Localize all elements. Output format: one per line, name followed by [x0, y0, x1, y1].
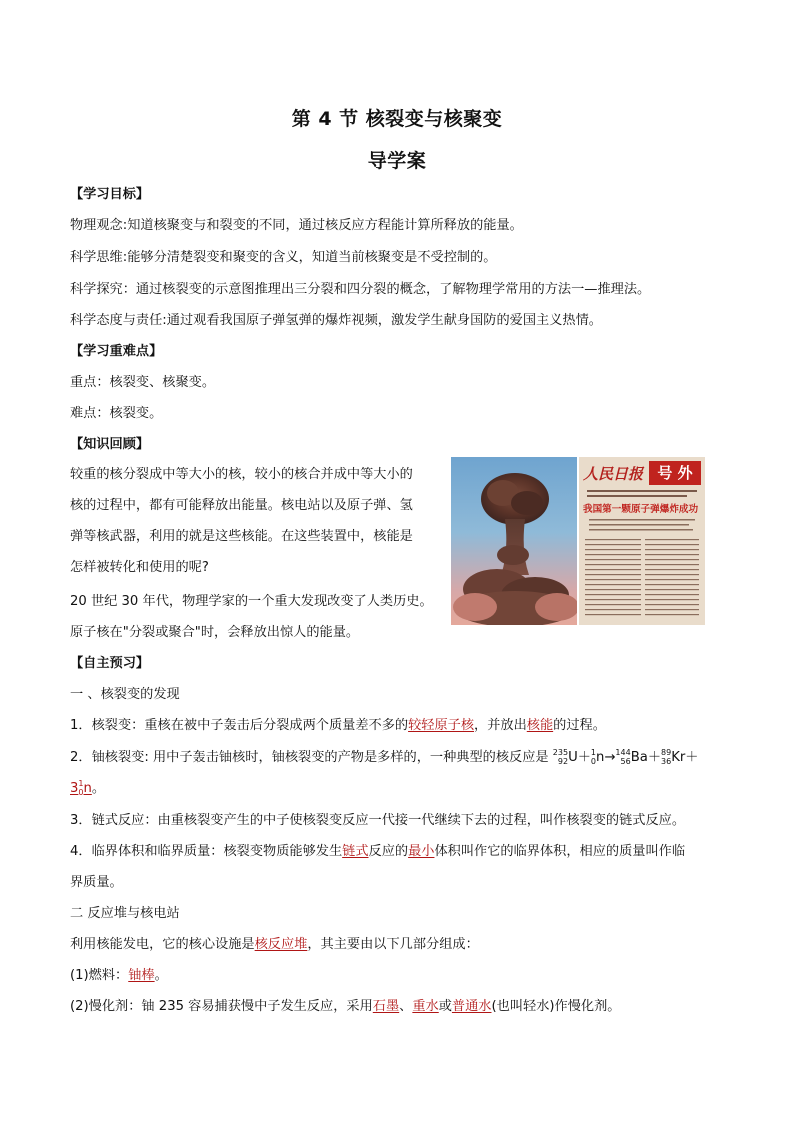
item2-text-a: 2．铀核裂变: 用中子轰击铀核时，铀核裂变的产物是多样的，一种典型的核反应是 [70, 750, 553, 765]
eq-kr-number: 36 [661, 757, 672, 766]
answer-three-neutrons [70, 781, 92, 796]
eq-ba-mass: 144 [615, 748, 631, 757]
goal-physics-concept: 物理观念:知道核聚变与和裂变的不同，通过核反应方程能计算所释放的能量。 [70, 218, 523, 233]
eq-three: 3 [70, 781, 79, 796]
review-line-6: 原子核在"分裂或聚合"时，会释放出惊人的能量。 [70, 625, 360, 640]
eq-end: 。 [91, 781, 106, 796]
p2-text-c: ，其主要由以下几部分组成： [307, 937, 479, 952]
review-line-4: 怎样被转化和使用的呢? [70, 560, 209, 575]
item4-text-e: 体积叫作它的临界体积，相应的质量叫作临 [434, 844, 686, 859]
mod-text-e: 或 [438, 999, 452, 1014]
equation [553, 750, 699, 765]
part2-heading: 二 反应堆与核电站 [70, 906, 180, 921]
item1-text-e: 的过程。 [553, 718, 606, 733]
reactor-moderator [70, 998, 730, 1016]
review-line-1: 较重的核分裂成中等大小的核，较小的核合并成中等大小的 [70, 467, 413, 482]
item-critical-volume-cont: 界质量。 [70, 875, 123, 890]
answer-nuclear-energy: 核能 [526, 718, 554, 733]
part1-heading: 一 、核裂变的发现 [70, 687, 180, 702]
newspaper-body-text [579, 517, 705, 625]
mushroom-cloud-image [451, 457, 577, 625]
item1-text-a: 1．核裂变：重核在被中子轰击后分裂成两个质量差不多的 [70, 718, 409, 733]
fuel-text-c: 。 [154, 968, 168, 983]
section-title: 第 4 节 核裂变与核聚变 [291, 108, 503, 130]
eq-kr-symbol: Kr＋ [671, 750, 699, 765]
goal-attitude: 科学态度与责任:通过观看我国原子弹氢弹的爆炸视频，激发学生献身国防的爱国主义热情。 [70, 313, 602, 328]
review-line-2: 核的过程中，都有可能释放出能量。核电站以及原子弹、氢 [70, 498, 413, 513]
p2-text-a: 利用核能发电，它的核心设施是 [70, 937, 255, 952]
review-line-3: 弹等核武器，利用的就是这些核能。在这些装置中，核能是 [70, 529, 413, 544]
goals-heading: 【学习目标】 [70, 187, 150, 202]
key-heading: 【学习重难点】 [70, 344, 163, 359]
reactor-intro [70, 936, 730, 954]
newspaper-masthead: 人民日报 [583, 465, 644, 483]
eq-u-number: 92 [557, 757, 569, 766]
answer-ordinary-water: 普通水 [451, 999, 492, 1014]
fuel-text-a: (1)燃料： [70, 968, 129, 983]
goal-scientific-inquiry: 科学探究：通过核裂变的示意图推理出三分裂和四分裂的概念，了解物理学常用的方法一—推理法。 [70, 282, 651, 297]
item4-text-a: 4．临界体积和临界质量：核裂变物质能够发生 [70, 844, 343, 859]
item-fission-definition [70, 717, 730, 735]
answer-lighter-nuclei: 较轻原子核 [408, 718, 475, 733]
eq-u-mass: 235 [552, 748, 569, 757]
eq-n1-mass: 1 [590, 748, 596, 757]
mod-text-g: (也叫轻水)作慢化剂。 [491, 999, 621, 1014]
answer-reactor: 核反应堆 [254, 937, 308, 952]
eq-ba-symbol: Ba＋ [630, 750, 662, 765]
reactor-fuel [70, 967, 730, 985]
eq-n2-number: 0 [78, 788, 84, 797]
newspaper-headline: 我国第一颗原子弹爆炸成功 [583, 504, 699, 515]
review-line-5: 20 世纪 30 年代，物理学家的一个重大发现改变了人类历史。 [70, 594, 433, 609]
review-heading: 【知识回顾】 [70, 437, 150, 452]
key-difficulty: 难点：核裂变。 [70, 406, 163, 421]
answer-heavy-water: 重水 [412, 999, 439, 1014]
eq-n-symbol: n→ [596, 750, 616, 765]
eq-kr-mass: 89 [661, 748, 672, 757]
answer-uranium-rod: 铀棒 [128, 968, 155, 983]
goal-scientific-thinking: 科学思维:能够分清楚裂变和聚变的含义，知道当前核聚变是不受控制的。 [70, 250, 497, 265]
mod-text-a: (2)慢化剂：铀 235 容易捕获慢中子发生反应，采用 [70, 999, 373, 1014]
answer-minimum: 最小 [408, 844, 435, 859]
eq-n2-mass: 1 [78, 779, 84, 788]
answer-graphite: 石墨 [372, 999, 400, 1014]
eq-u-symbol: U＋ [568, 750, 591, 765]
mushroom-cloud-photo [451, 457, 577, 625]
eq-ba-number: 56 [620, 757, 631, 766]
mod-text-c: 、 [399, 999, 413, 1014]
newspaper-extra-photo [579, 457, 705, 625]
item-uranium-fission [70, 748, 730, 767]
item1-text-c: ，并放出 [474, 718, 527, 733]
item-uranium-fission-cont [70, 779, 730, 798]
item-chain-reaction: 3．链式反应：由重核裂变产生的中子使核裂变反应一代接一代继续下去的过程，叫作核裂变的链式反应。 [70, 813, 686, 828]
eq-n2-symbol: n [83, 781, 92, 796]
newspaper-text-lines [579, 489, 705, 499]
key-focus: 重点：核裂变、核聚变。 [70, 375, 216, 390]
section-subtitle: 导学案 [367, 150, 427, 172]
preview-heading: 【自主预习】 [70, 656, 150, 671]
newspaper-extra-badge: 号 外 [649, 461, 701, 485]
item4-text-c: 反应的 [368, 844, 409, 859]
eq-n1-number: 0 [590, 757, 596, 766]
answer-chain: 链式 [342, 844, 369, 859]
item-critical-volume [70, 843, 730, 861]
